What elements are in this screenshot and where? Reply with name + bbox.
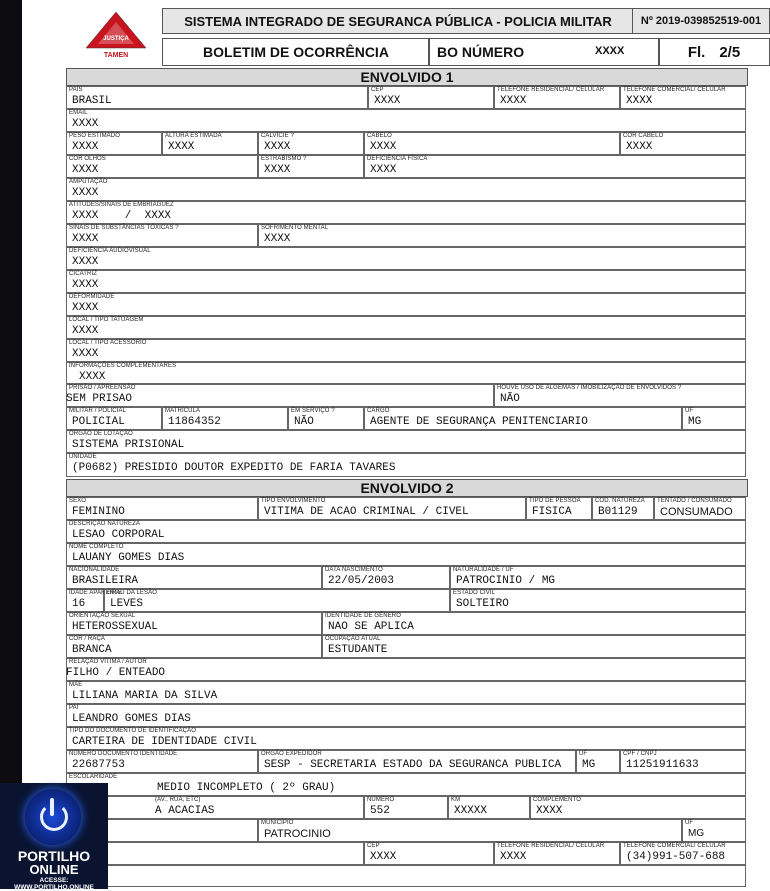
field-logradouro bbox=[66, 796, 364, 819]
field-label: COR CABELO bbox=[623, 133, 664, 139]
field-tel-com bbox=[620, 86, 746, 109]
field-value: HETEROSSEXUAL bbox=[72, 621, 158, 633]
field-estrabismo bbox=[258, 155, 364, 178]
field-value: SESP - SECRETARIA ESTADO DA SEGURANCA PUBLICA bbox=[264, 759, 562, 771]
field-value: XXXX bbox=[264, 233, 291, 245]
field-label: PESO ESTIMADO bbox=[69, 133, 120, 139]
field-label: UF bbox=[685, 408, 694, 414]
field-label: CICATRIZ bbox=[69, 271, 98, 277]
field-label: TELEFONE COMERCIAL/ CELULAR bbox=[623, 87, 726, 93]
field-value: NAO SE APLICA bbox=[328, 621, 414, 633]
field-label: ATITUDES/SINAIS DE EMBRIAGUEZ bbox=[69, 202, 174, 208]
field-label: ESCOLARIDADE bbox=[69, 774, 118, 780]
field-value: XXXX bbox=[72, 302, 99, 314]
field-value: POLICIAL bbox=[72, 416, 125, 428]
field-value: CARTEIRA DE IDENTIDADE CIVIL bbox=[72, 736, 257, 748]
field-cod-natureza bbox=[592, 497, 654, 520]
field-value: 22687753 bbox=[72, 759, 125, 771]
field-orgao-lotacao bbox=[66, 430, 746, 453]
field-value: XXXX bbox=[264, 164, 291, 176]
field-mae bbox=[66, 681, 746, 704]
field-value: MG bbox=[582, 759, 596, 771]
field-nacionalidade bbox=[66, 566, 322, 589]
field-value: SOLTEIRO bbox=[456, 598, 509, 610]
field-value: NÃO bbox=[294, 416, 314, 428]
field-label: COD. NATUREZA bbox=[595, 498, 645, 504]
field-label: DESCRIÇÃO NATUREZA bbox=[69, 521, 141, 527]
field-algemas bbox=[494, 384, 746, 407]
field-militar bbox=[66, 407, 162, 430]
field-value: XXXX bbox=[370, 141, 397, 153]
field-email bbox=[66, 109, 746, 132]
field-substancias-toxicas bbox=[66, 224, 258, 247]
field-value: B01129 bbox=[598, 506, 638, 518]
field-label: UF bbox=[579, 751, 588, 757]
field-unidade bbox=[66, 453, 746, 477]
field-value: XXXX bbox=[72, 187, 99, 199]
field-value: BRANCA bbox=[72, 644, 112, 656]
field-label: ORIENTAÇÃO SEXUAL bbox=[69, 613, 136, 619]
field-sexo bbox=[66, 497, 258, 520]
field-value: MEDIO INCOMPLETO ( 2º GRAU) bbox=[157, 782, 336, 794]
field-value: PATROCINIO bbox=[264, 828, 331, 840]
field-descricao-natureza bbox=[66, 520, 746, 543]
field-label: TIPO DE PESSOA bbox=[529, 498, 581, 504]
field-tipo-envolvimento bbox=[258, 497, 526, 520]
field-value: 11864352 bbox=[168, 416, 221, 428]
field-uf-documento bbox=[576, 750, 620, 773]
power-icon bbox=[25, 789, 81, 845]
field-label: ESTADO CIVIL bbox=[453, 590, 496, 596]
field-cor-raca bbox=[66, 635, 322, 658]
field-label: SOFRIMENTO MENTAL bbox=[261, 225, 329, 231]
field-cpf bbox=[620, 750, 746, 773]
field-label: TENTADO / CONSUMADO bbox=[657, 498, 732, 504]
system-title: SISTEMA INTEGRADO DE SEGURANCA PÚBLICA - POLICIA MILITAR bbox=[162, 8, 634, 34]
field-deficiencia-audiovisual bbox=[66, 247, 746, 270]
field-tel-res-2 bbox=[494, 842, 620, 865]
bo-number-label: BO NÚMERO bbox=[437, 44, 525, 60]
field-acessorio bbox=[66, 339, 746, 362]
field-value: XXXX bbox=[72, 325, 99, 337]
field-label: ÓRGÃO DE LOTAÇÃO bbox=[69, 431, 133, 437]
field-label: EMAIL bbox=[69, 110, 88, 116]
field-info-complementares bbox=[66, 362, 746, 384]
field-embriaguez bbox=[66, 201, 746, 224]
field-value: LEVES bbox=[110, 598, 144, 610]
field-label: PRISÃO / APREENSÃO bbox=[69, 385, 136, 391]
field-numero bbox=[364, 796, 448, 819]
field-label: TIPO ENVOLVIMENTO bbox=[261, 498, 326, 504]
field-value: XXXX bbox=[626, 95, 653, 107]
field-label: SEXO bbox=[69, 498, 87, 504]
field-label: DEFORMIDADE bbox=[69, 294, 115, 300]
field-value: PATROCINIO / MG bbox=[456, 575, 556, 587]
field-cargo bbox=[364, 407, 682, 430]
bo-number-value: XXXX bbox=[595, 45, 625, 57]
field-identidade-genero bbox=[322, 612, 746, 635]
field-label: CARGO bbox=[367, 408, 390, 414]
field-pais bbox=[66, 86, 368, 109]
police-logo bbox=[80, 10, 152, 60]
field-uf bbox=[682, 407, 746, 430]
field-value: XXXX bbox=[168, 141, 195, 153]
field-label: DEFICIÊNCIA AUDIOVISUAL bbox=[69, 248, 151, 254]
field-value: XXXX bbox=[374, 95, 401, 107]
field-value: VITIMA DE ACAO CRIMINAL / CIVEL bbox=[264, 506, 469, 518]
field-value: XXXX bbox=[72, 279, 99, 291]
field-label: UF bbox=[685, 820, 694, 826]
field-prisao bbox=[66, 384, 494, 407]
field-cep-2 bbox=[364, 842, 494, 865]
field-label: IDENTIDADE DE GÊNERO bbox=[325, 613, 402, 619]
field-municipio bbox=[258, 819, 682, 842]
field-value: LILIANA MARIA DA SILVA bbox=[72, 690, 218, 702]
field-value: XXXXX bbox=[454, 805, 488, 817]
document-page bbox=[22, 0, 768, 889]
field-value: XXXX bbox=[79, 371, 106, 383]
field-label: DEFICIÊNCIA FÍSICA bbox=[367, 156, 428, 162]
field-label: TIPO DO DOCUMENTO DE IDENTIFICAÇÃO bbox=[69, 728, 196, 734]
field-value: XXXX bbox=[72, 141, 99, 153]
field-value: XXXX bbox=[500, 851, 527, 863]
field-label: NATURALIDADE / UF bbox=[453, 567, 514, 573]
field-label: COR / RAÇA bbox=[69, 636, 106, 642]
field-value: XXXX bbox=[72, 118, 99, 130]
field-value: XXXX bbox=[72, 164, 99, 176]
field-tatuagem bbox=[66, 316, 746, 339]
field-label: ESTRABISMO ? bbox=[261, 156, 307, 162]
field-label: KM bbox=[451, 797, 461, 803]
field-value: ESTUDANTE bbox=[328, 644, 388, 656]
field-label: TELEFONE COMERCIAL/ CELULAR bbox=[623, 843, 726, 849]
field-label: UNIDADE bbox=[69, 454, 97, 460]
document-number: Nº 2019-039852519-001 bbox=[632, 8, 770, 34]
field-cep bbox=[368, 86, 494, 109]
field-label: ALTURA ESTIMADA bbox=[165, 133, 222, 139]
field-label: NACIONALIDADE bbox=[69, 567, 120, 573]
field-label: AMPUTAÇÃO bbox=[69, 179, 108, 185]
field-value: XXXX bbox=[370, 851, 397, 863]
field-orgao-expedidor bbox=[258, 750, 576, 773]
field-tentado-consumado bbox=[654, 497, 746, 520]
field-email-2-blank bbox=[66, 865, 746, 887]
field-value: MG bbox=[688, 828, 705, 839]
field-grau-lesao bbox=[104, 589, 450, 612]
field-label: RELAÇÃO VÍTIMA / AUTOR bbox=[69, 659, 147, 665]
field-numero-documento bbox=[66, 750, 258, 773]
field-value: LAUANY GOMES DIAS bbox=[72, 552, 185, 564]
field-label: PAI bbox=[69, 705, 79, 711]
field-tel-res bbox=[494, 86, 620, 109]
field-label: EM SERVIÇO ? bbox=[291, 408, 335, 414]
field-label: MUNICÍPIO bbox=[261, 820, 294, 826]
field-deficiencia-fisica bbox=[364, 155, 746, 178]
page-value: 2/5 bbox=[719, 43, 741, 61]
field-label: MÃE bbox=[69, 682, 83, 688]
field-pai bbox=[66, 704, 746, 727]
field-label: PAÍS bbox=[69, 87, 83, 93]
field-label: COR OLHOS bbox=[69, 156, 106, 162]
field-value: FISICA bbox=[532, 506, 572, 518]
field-label: NOME COMPLETO bbox=[69, 544, 124, 550]
field-label: SINAIS DE SUBSTÂNCIAS TÓXICAS ? bbox=[69, 225, 179, 231]
field-naturalidade bbox=[450, 566, 746, 589]
svg-text:JUSTIÇA: JUSTIÇA bbox=[103, 36, 129, 42]
watermark-line-3: ACESSE: WWW.PORTILHO.ONLINE bbox=[14, 877, 94, 891]
field-orientacao-sexual bbox=[66, 612, 322, 635]
field-uf-endereco bbox=[682, 819, 746, 842]
watermark-line-1: PORTILHO bbox=[17, 848, 91, 864]
field-pais-blank bbox=[66, 842, 364, 865]
field-sofrimento-mental bbox=[258, 224, 746, 247]
field-tipo-pessoa bbox=[526, 497, 592, 520]
field-cor-olhos bbox=[66, 155, 258, 178]
field-ocupacao bbox=[322, 635, 746, 658]
field-value: XXXX bbox=[264, 141, 291, 153]
field-label: COMPLEMENTO bbox=[533, 797, 581, 803]
field-nome-completo bbox=[66, 543, 746, 566]
field-label: CEP bbox=[367, 843, 380, 849]
field-value: XXXX bbox=[370, 164, 397, 176]
field-value: (P0682) PRESIDIO DOUTOR EXPEDITO DE FARIA TAVARES bbox=[72, 462, 396, 474]
field-value: NÃO bbox=[500, 393, 520, 405]
portilho-online-watermark bbox=[0, 783, 108, 889]
field-label: CABELO bbox=[367, 133, 392, 139]
field-value: XXXX / XXXX bbox=[72, 210, 172, 222]
field-label: DATA NASCIMENTO bbox=[325, 567, 383, 573]
field-label: MILITAR / POLICIAL bbox=[69, 408, 127, 414]
field-label: INFORMAÇÕES COMPLEMENTARES bbox=[69, 363, 177, 369]
field-label: NÚMERO DOCUMENTO IDENTIDADE bbox=[69, 751, 178, 757]
field-peso bbox=[66, 132, 162, 155]
left-dark-edge bbox=[0, 0, 22, 889]
field-label: LOCAL / TIPO TATUAGEM bbox=[69, 317, 144, 323]
field-label: CALVÍCIE ? bbox=[261, 133, 294, 139]
field-label: NUMERO bbox=[367, 797, 395, 803]
bo-number-box bbox=[428, 38, 660, 66]
field-label: CEP bbox=[371, 87, 384, 93]
field-km bbox=[448, 796, 530, 819]
field-calvicie bbox=[258, 132, 364, 155]
field-value: XXXX bbox=[626, 141, 653, 153]
field-value: BRASIL bbox=[72, 95, 112, 107]
field-matricula bbox=[162, 407, 288, 430]
watermark-line-2: ONLINE bbox=[29, 862, 79, 877]
field-value: SEM PRISAO bbox=[66, 393, 133, 405]
field-em-servico bbox=[288, 407, 364, 430]
field-label: TELEFONE RESIDENCIAL/ CELULAR bbox=[497, 87, 605, 93]
field-data-nascimento bbox=[322, 566, 450, 589]
field-deformidade bbox=[66, 293, 746, 316]
field-value: XXXX bbox=[72, 233, 99, 245]
field-label: LOCAL / TIPO ACESSÓRIO bbox=[69, 340, 147, 346]
field-label: MATRÍCULA bbox=[165, 408, 201, 414]
field-value: XXXX bbox=[72, 348, 99, 360]
field-escolaridade bbox=[66, 773, 746, 796]
field-value: SISTEMA PRISIONAL bbox=[72, 439, 185, 451]
field-value: 11251911633 bbox=[626, 759, 699, 771]
field-value: 16 bbox=[72, 598, 86, 610]
field-value: LEANDRO GOMES DIAS bbox=[72, 713, 191, 725]
field-value: (34)991-507-688 bbox=[626, 851, 726, 863]
field-value: CONSUMADO bbox=[660, 506, 733, 518]
svg-text:TAMEN: TAMEN bbox=[103, 52, 129, 59]
field-value: AGENTE DE SEGURANÇA PENITENCIARIO bbox=[370, 416, 588, 428]
field-value: XXXX bbox=[72, 256, 99, 268]
field-cicatriz bbox=[66, 270, 746, 293]
field-label: ÓRGÃO EXPEDIDOR bbox=[261, 751, 322, 757]
document-type: BOLETIM DE OCORRÊNCIA bbox=[162, 38, 430, 66]
field-cor-cabelo bbox=[620, 132, 746, 155]
page-label: Fl. bbox=[687, 43, 706, 61]
field-value: FEMININO bbox=[72, 506, 125, 518]
field-label: CPF / CNPJ bbox=[623, 751, 657, 757]
field-value: BRASILEIRA bbox=[72, 575, 139, 587]
field-relacao-vitima-autor bbox=[66, 658, 746, 681]
field-value: A ACACIAS bbox=[155, 805, 215, 817]
field-idade bbox=[66, 589, 122, 612]
field-estado-civil bbox=[450, 589, 746, 612]
field-label: HOUVE USO DE ALGEMAS / IMOBILIZAÇÃO DE ENVOLVIDOS ? bbox=[497, 385, 682, 391]
field-tel-com-2 bbox=[620, 842, 746, 865]
field-value: LESAO CORPORAL bbox=[72, 529, 165, 541]
field-complemento bbox=[530, 796, 746, 819]
field-value: FILHO / ENTEADO bbox=[66, 667, 166, 679]
section-envolvido-1: ENVOLVIDO 1 bbox=[66, 68, 748, 86]
field-tipo-documento bbox=[66, 727, 746, 750]
field-label: OCUPAÇÃO ATUAL bbox=[325, 636, 381, 642]
field-value: MG bbox=[688, 416, 702, 428]
field-cabelo bbox=[364, 132, 620, 155]
field-value: 552 bbox=[370, 805, 390, 817]
field-label: IDADE APARENTE bbox=[69, 590, 122, 596]
field-altura bbox=[162, 132, 258, 155]
field-value: XXXX bbox=[536, 805, 563, 817]
field-value: 22/05/2003 bbox=[328, 575, 395, 587]
page-indicator bbox=[658, 38, 770, 66]
field-value: XXXX bbox=[500, 95, 527, 107]
field-label: GRAU DA LESÃO bbox=[107, 590, 157, 596]
field-label: TELEFONE RESIDENCIAL/ CELULAR bbox=[497, 843, 605, 849]
section-envolvido-2: ENVOLVIDO 2 bbox=[66, 479, 748, 497]
field-amputacao bbox=[66, 178, 746, 201]
field-label: (AV., RUA, ETC) bbox=[155, 797, 201, 803]
